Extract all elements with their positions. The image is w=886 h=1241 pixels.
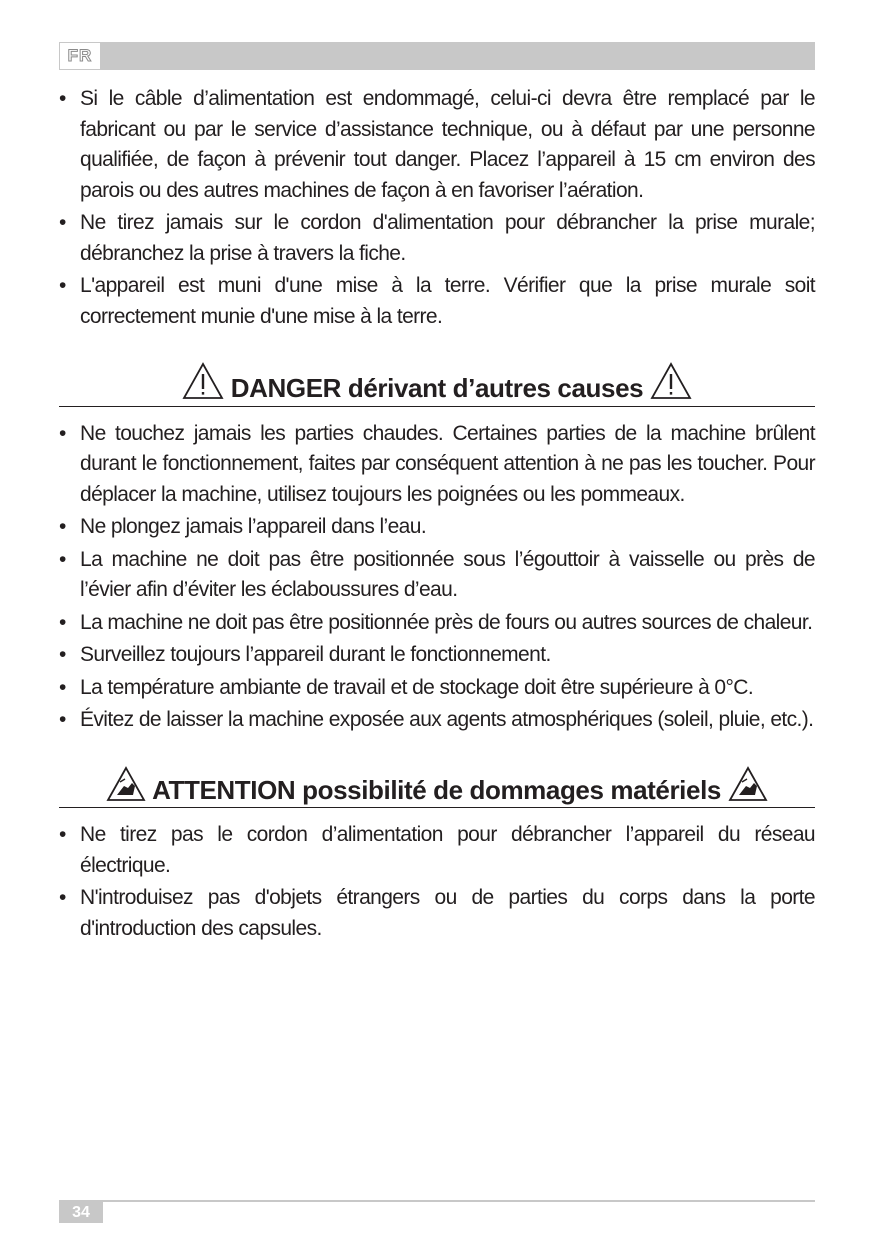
- bullet: •: [59, 421, 66, 445]
- bullet: •: [59, 643, 66, 666]
- list-item: [59, 512, 815, 543]
- list-item-text: Ne tirez jamais sur le cordon d'alimentation pour débrancher la prise murale; débranchez la prise à travers la fiche.: [80, 211, 815, 265]
- list-item-text: N'introduisez pas d'objets étrangers ou de parties du corps dans la porte d'introduction des capsules.: [80, 886, 815, 940]
- warning-triangle-icon: [182, 362, 224, 400]
- list-item-text: L'appareil est muni d'une mise à la terre. Vérifier que la prise murale soit correctement munie d'une mise à la terre.: [80, 274, 815, 328]
- list-item-text: La machine ne doit pas être positionnée sous l’égouttoir à vaisselle ou près de l’évier afin d’éviter les éclaboussures d’eau.: [80, 547, 815, 601]
- header-bar: [59, 42, 815, 70]
- bullet: •: [59, 675, 66, 699]
- list-item: [59, 883, 815, 944]
- list-item: [59, 705, 815, 736]
- attention-heading: [59, 766, 815, 809]
- footer-rule: [59, 1200, 815, 1202]
- list-item: [59, 820, 815, 881]
- page-content: [59, 84, 815, 946]
- list-item: [59, 673, 815, 704]
- bullet: •: [59, 708, 66, 731]
- list-item-text: La température ambiante de travail et de stockage doit être supérieure à 0°C.: [80, 675, 754, 699]
- bullet: •: [59, 823, 66, 846]
- warning-triangle-icon: [650, 362, 692, 400]
- list-item: [59, 419, 815, 511]
- list-item: [59, 271, 815, 332]
- list-item-text: Si le câble d’alimentation est endommagé, celui-ci devra être remplacé par le fabricant ou par le service d’assistance technique, ou à défaut par une personne qualifiée, de façon à prévenir tout danger. Placez l’appareil à 15 cm environ des parois ou des autres machines de façon à en favoriser l’aération.: [80, 87, 815, 202]
- list-item-text: Surveillez toujours l’appareil durant le fonctionnement.: [80, 643, 551, 666]
- section3-list: [59, 820, 815, 944]
- list-item: [59, 640, 815, 671]
- bullet: •: [59, 610, 66, 634]
- bullet: •: [59, 211, 66, 234]
- section2-list: [59, 419, 815, 736]
- bullet: •: [59, 515, 66, 538]
- bullet: •: [59, 87, 66, 110]
- list-item: [59, 608, 815, 639]
- section1-list: [59, 84, 815, 332]
- list-item: [59, 208, 815, 269]
- danger-heading-text: DANGER dérivant d’autres causes: [230, 373, 644, 403]
- list-item: [59, 84, 815, 206]
- danger-heading: [59, 362, 815, 407]
- bullet: •: [59, 886, 66, 909]
- list-item: [59, 545, 815, 606]
- bullet: •: [59, 274, 66, 297]
- list-item-text: Ne tirez pas le cordon d’alimentation pour débrancher l’appareil du réseau électrique.: [80, 823, 815, 877]
- language-tag: FR: [59, 42, 101, 70]
- list-item-text: La machine ne doit pas être positionnée près de fours ou autres sources de chaleur.: [80, 610, 813, 634]
- bullet: •: [59, 547, 66, 571]
- list-item-text: Ne touchez jamais les parties chaudes. Certaines parties de la machine brûlent durant le fonctionnement, faites par conséquent attention à ne pas les toucher. Pour déplacer la machine, utilisez toujours les poignées ou les pommeaux.: [80, 421, 815, 506]
- attention-heading-text: ATTENTION possibilité de dommages matériels: [152, 774, 721, 805]
- hand-crush-warning-icon: [106, 766, 146, 802]
- list-item-text: Ne plongez jamais l’appareil dans l’eau.: [80, 515, 427, 538]
- page-number: 34: [59, 1202, 103, 1223]
- hand-crush-warning-icon: [728, 766, 768, 802]
- list-item-text: Évitez de laisser la machine exposée aux agents atmosphériques (soleil, pluie, etc.).: [80, 708, 814, 731]
